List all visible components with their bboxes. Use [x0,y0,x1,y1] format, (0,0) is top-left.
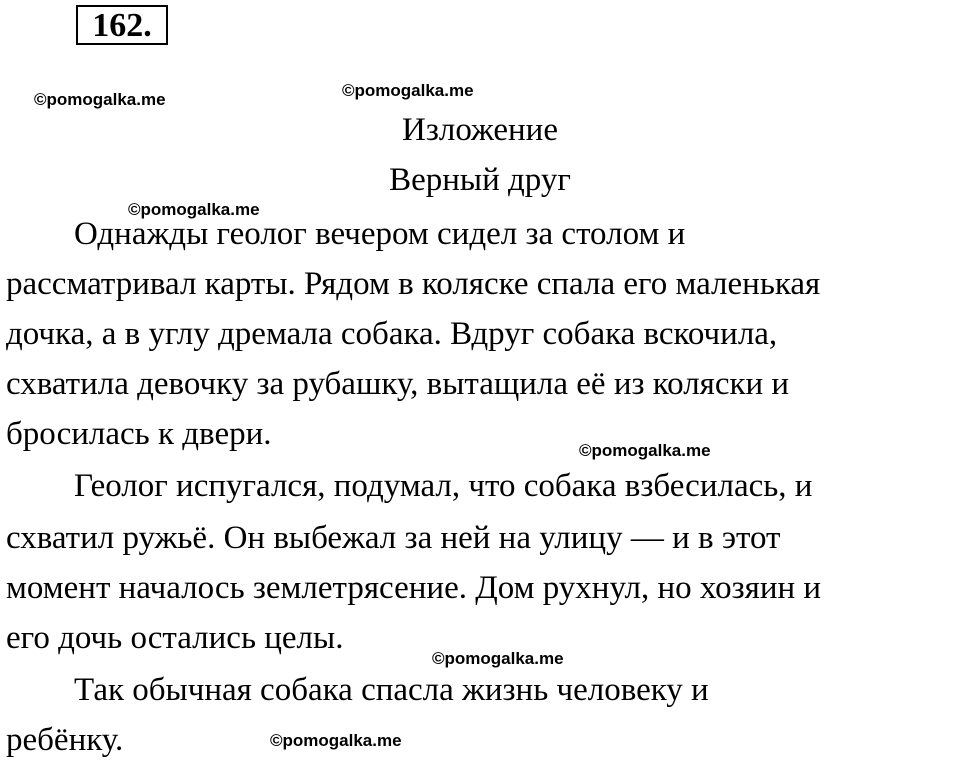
text-line: схватил ружьё. Он выбежал за ней на улицу — и в этот [6,520,781,556]
text-line: бросилась к двери. [6,416,272,452]
watermark: ©pomogalka.me [579,441,711,460]
text-line: момент началось землетрясение. Дом рухнул, но хозяин и [6,570,822,606]
text-line: ребёнку. [6,722,124,758]
text-line: Однажды геолог вечером сидел за столом и [74,216,686,252]
text-line: схватила девочку за рубашку, вытащила её из коляски и [6,366,790,402]
watermark: ©pomogalka.me [128,200,260,219]
task-number-box [76,5,168,45]
watermark: ©pomogalka.me [432,649,564,668]
genre-heading: Изложение [402,112,558,148]
text-line: Так обычная собака спасла жизнь человеку и [74,672,709,708]
text-line: Геолог испугался, подумал, что собака взбесилась, и [74,468,813,504]
task-number: 162. [92,7,152,44]
text-line: дочка, а в углу дремала собака. Вдруг собака вскочила, [6,316,778,352]
watermark: ©pomogalka.me [270,731,402,750]
watermark: ©pomogalka.me [342,81,474,100]
text-line: рассматривал карты. Рядом в коляске спала его маленькая [6,266,821,302]
text-line: его дочь остались целы. [6,620,344,656]
watermark: ©pomogalka.me [34,90,166,109]
story-title: Верный друг [389,162,571,198]
